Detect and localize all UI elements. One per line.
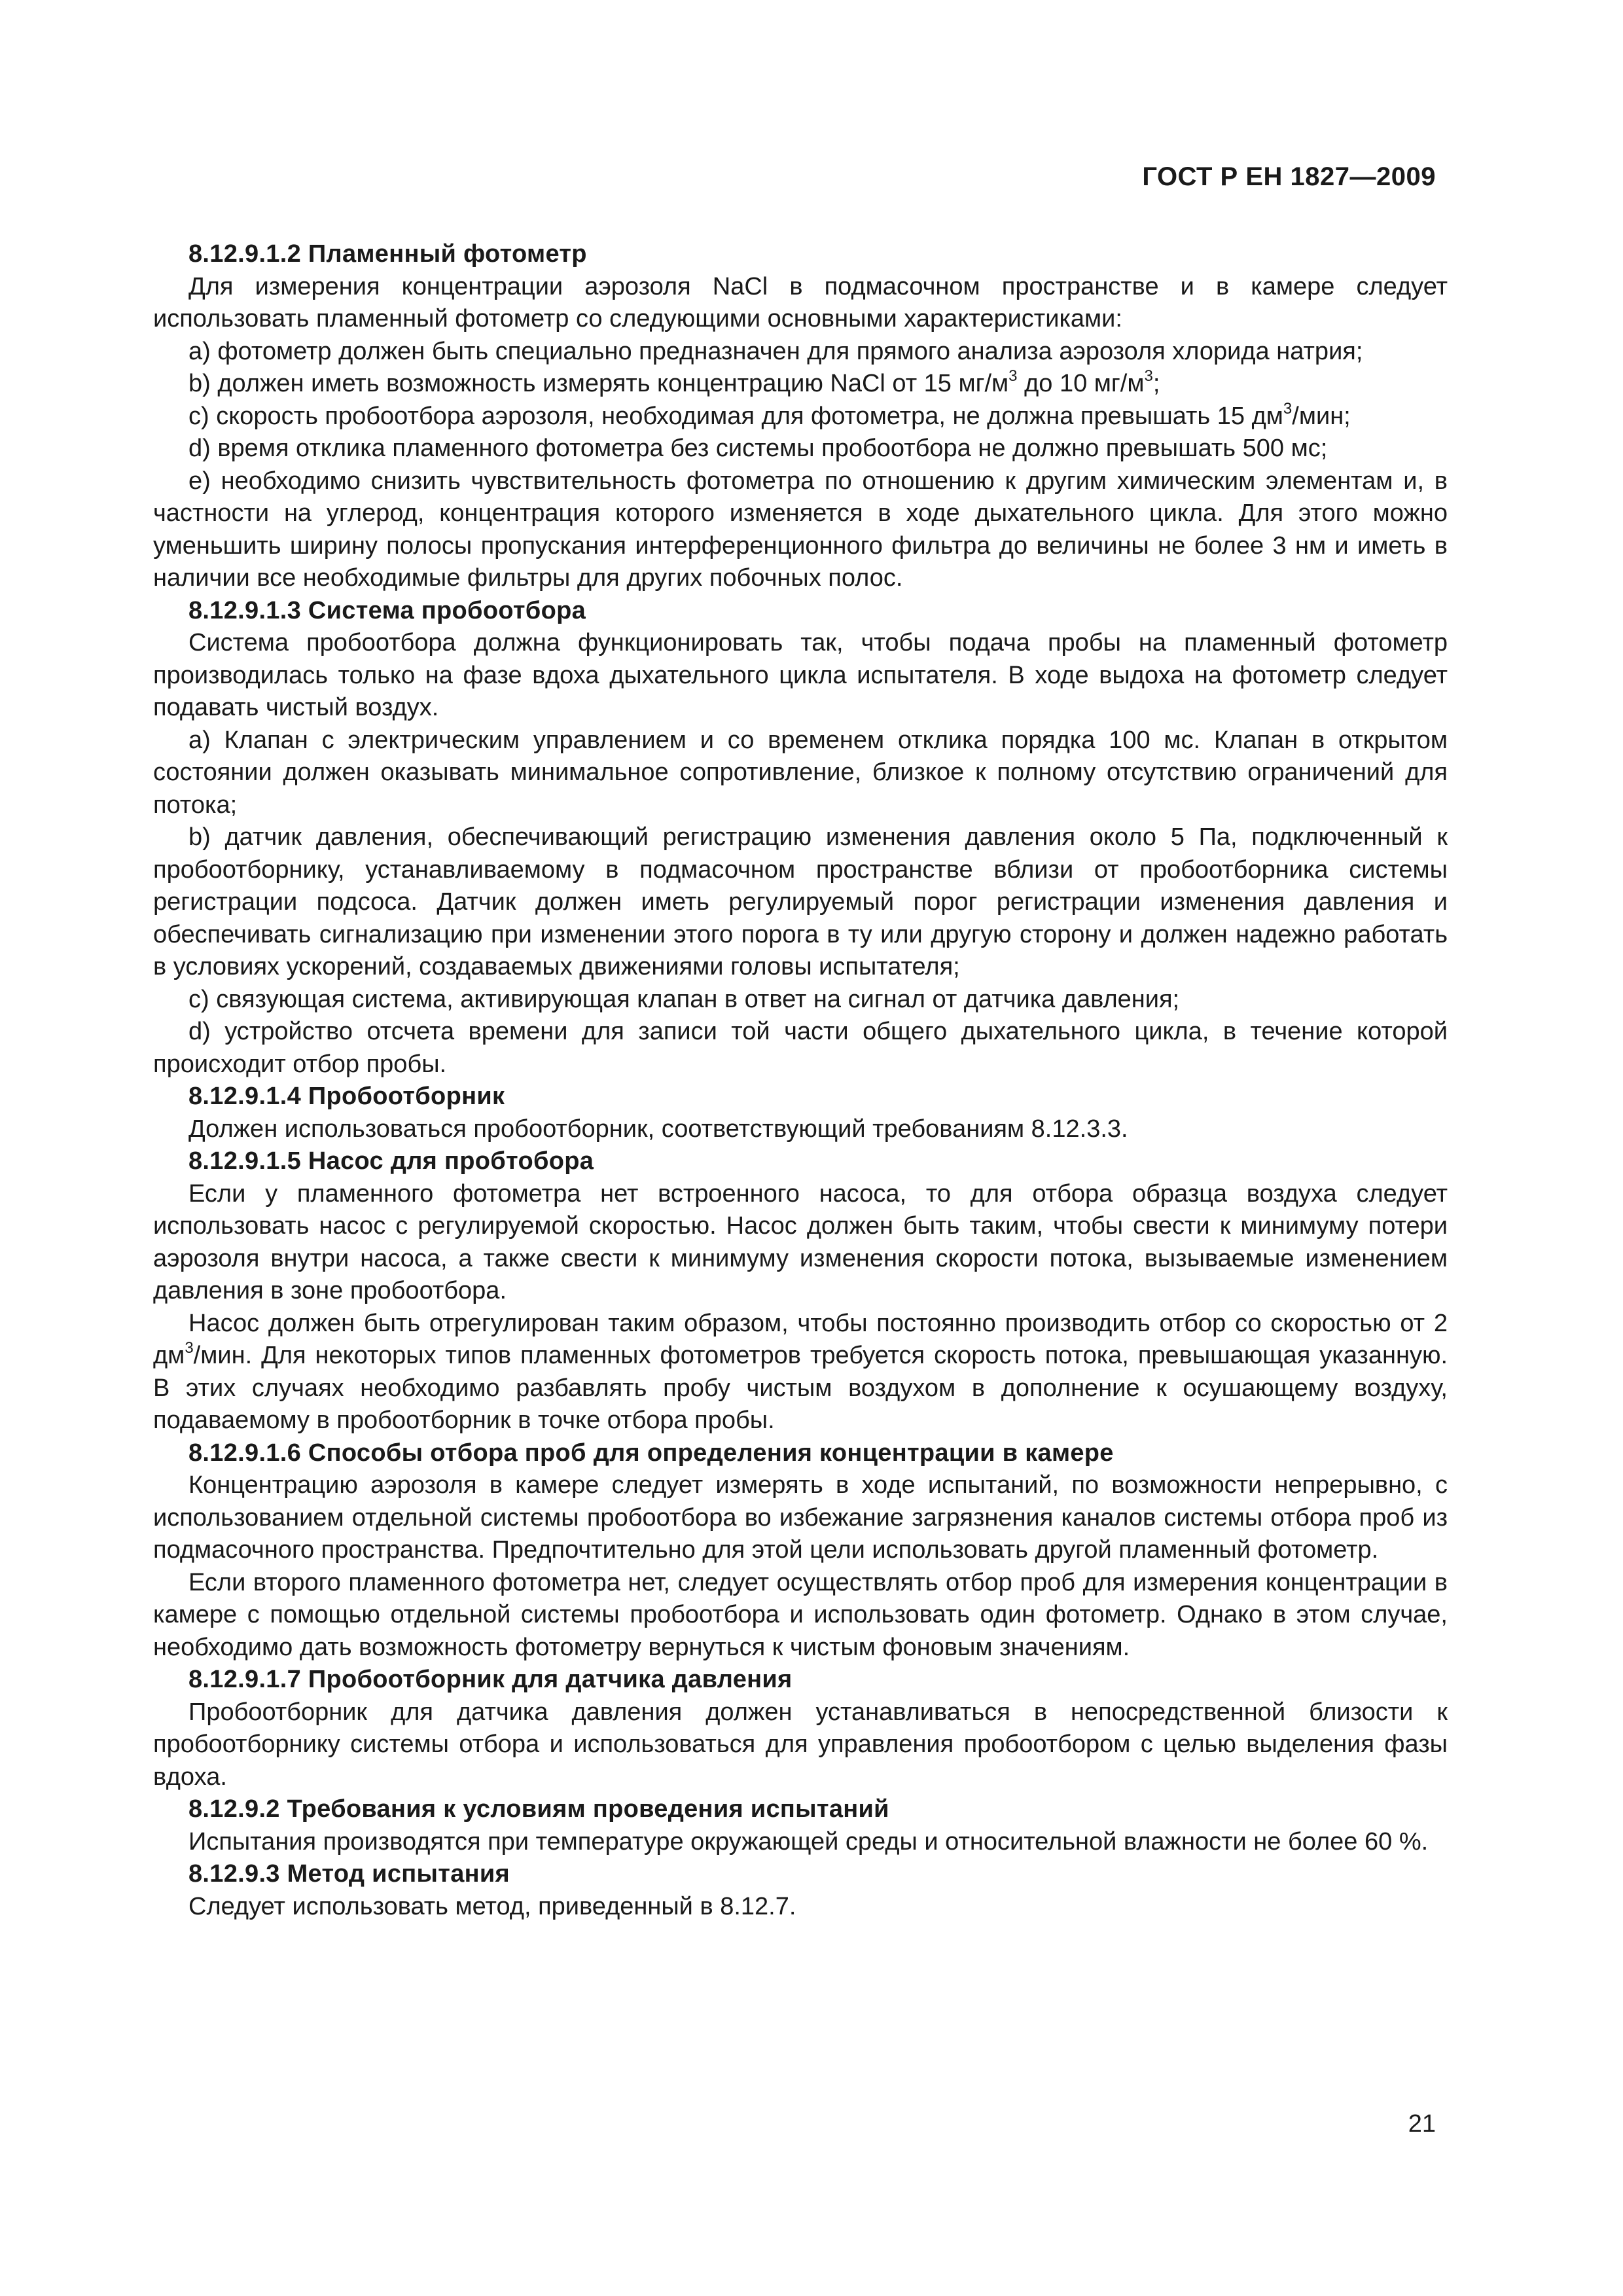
list-item: c) связующая система, активирующая клапан в ответ на сигнал от датчика давления; xyxy=(188,985,1180,1013)
section-pressure-sensor-sampler xyxy=(153,1664,1448,1793)
paragraph: Система пробоотбора должна функционировать так, чтобы подача пробы на пламенный фотометр производилась только на фазе вдоха дыхательного цикла испытателя. В ходе выдоха на фотометр следует подавать чистый воздух. xyxy=(153,629,1448,721)
document-header: ГОСТ Р ЕН 1827—2009 xyxy=(1142,162,1436,191)
section-test-conditions xyxy=(153,1793,1448,1858)
page-number: 21 xyxy=(1408,2110,1436,2138)
section-chamber-sampling-methods xyxy=(153,1437,1448,1664)
section-heading: 8.12.9.1.5 Насос для пробтобора xyxy=(188,1147,594,1175)
section-heading: 8.12.9.1.6 Способы отбора проб для определения концентрации в камере xyxy=(188,1439,1114,1467)
paragraph: Концентрацию аэрозоля в камере следует измерять в ходе испытаний, по возможности непрерывно, с использованием отдельной системы пробоотбора во избежание загрязнения каналов системы отбора проб из подмасочного пространства. Предпочтительно для этой цели использовать другой пламенный фотометр. xyxy=(153,1471,1448,1564)
paragraph: Насос должен быть отрегулирован таким образом, чтобы постоянно производить отбор со скоростью от 2 $дм^3$/мин. Для некоторых типов пламенных фотометров требуется скорость потока, превышающая указанную. В этих случаях необходимо разбавлять пробу чистым воздухом в дополнение к осушающему воздуху, подаваемому в пробоотборник в точке отбора пробы. xyxy=(153,1309,1448,1434)
section-flame-photometer xyxy=(153,238,1448,595)
section-heading: 8.12.9.1.3 Система пробоотбора xyxy=(188,596,586,624)
list-item: b) датчик давления, обеспечивающий регистрацию изменения давления около 5 Па, подключенный к пробоотборнику, устанавливаемому в подмасочном пространстве вблизи от пробоотборника системы регистрации подсоса. Датчик должен иметь регулируемый порог регистрации изменения давления и обеспечивать сигнализацию при изменении этого порога в ту или другую сторону и должен надежно работать в условиях ускорений, создаваемых движениями головы испытателя; xyxy=(153,823,1448,980)
section-heading: 8.12.9.1.4 Пробоотборник xyxy=(188,1083,505,1110)
section-sampler xyxy=(153,1081,1448,1145)
paragraph: Следует использовать метод, приведенный в 8.12.7. xyxy=(188,1892,796,1920)
list-item: e) необходимо снизить чувствительность фотометра по отношению к другим химическим элементам и, в частности на углерод, концентрация которого изменяется в ходе дыхательного цикла. Для этого можно уменьшить ширину полосы пропускания интерференционного фильтра до величины не более 3 нм и иметь в наличии все необходимые фильтры для других побочных полос. xyxy=(153,467,1448,592)
section-sampling-system xyxy=(153,595,1448,1081)
list-item: d) устройство отсчета времени для записи той части общего дыхательного цикла, в течение которой происходит отбор пробы. xyxy=(153,1018,1448,1078)
paragraph: Если у пламенного фотометра нет встроенного насоса, то для отбора образца воздуха следует использовать насос с регулируемой скоростью. Насос должен быть таким, чтобы свести к минимуму потери аэрозоля внутри насоса, а также свести к минимуму изменения скорости потока, вызываемые изменением давления в зоне пробоотбора. xyxy=(153,1179,1448,1304)
paragraph: Должен использоваться пробоотборник, соответствующий требованиям 8.12.3.3. xyxy=(188,1115,1128,1143)
section-heading: 8.12.9.2 Требования к условиям проведения испытаний xyxy=(188,1795,889,1823)
paragraph: Для измерения концентрации аэрозоля NaCl в подмасочном пространстве и в камере следует использовать пламенный фотометр со следующими основными характеристиками: xyxy=(153,272,1448,332)
list-item: a) фотометр должен быть специально предназначен для прямого анализа аэрозоля хлорида натрия; xyxy=(188,337,1363,365)
section-test-method xyxy=(153,1858,1448,1923)
document-body xyxy=(153,238,1448,1923)
section-heading: 8.12.9.1.2 Пламенный фотометр xyxy=(188,240,587,268)
list-item: c) скорость пробоотбора аэрозоля, необходимая для фотометра, не должна превышать 15 $дм^3$/мин; xyxy=(188,399,1351,430)
section-heading: 8.12.9.3 Метод испытания xyxy=(188,1860,510,1888)
paragraph: Если второго пламенного фотометра нет, следует осуществлять отбор проб для измерения концентрации в камере с помощью отдельной системы пробоотбора и использовать один фотометр. Однако в этом случае, необходимо дать возможность фотометру вернуться к чистым фоновым значениям. xyxy=(153,1568,1448,1661)
list-item: a) Клапан с электрическим управлением и со временем отклика порядка 100 мс. Клапан в открытом состоянии должен оказывать минимальное сопротивление, близкое к полному отсутствию ограничений для потока; xyxy=(153,726,1448,819)
list-item: d) время отклика пламенного фотометра без системы пробоотбора не должно превышать 500 мс; xyxy=(188,435,1328,462)
section-sampling-pump xyxy=(153,1145,1448,1437)
list-item: b) должен иметь возможность измерять концентрацию NaCl от 15 $мг/м^3$ до 10 $мг/м^3$; xyxy=(188,367,1160,397)
paragraph: Испытания производятся при температуре окружающей среды и относительной влажности не более 60 %. xyxy=(188,1827,1429,1856)
section-heading: 8.12.9.1.7 Пробоотборник для датчика давления xyxy=(188,1666,793,1693)
paragraph: Пробоотборник для датчика давления должен устанавливаться в непосредственной близости к пробоотборнику системы отбора и использоваться для управления пробоотбором с целью выделения фазы вдоха. xyxy=(153,1698,1448,1791)
